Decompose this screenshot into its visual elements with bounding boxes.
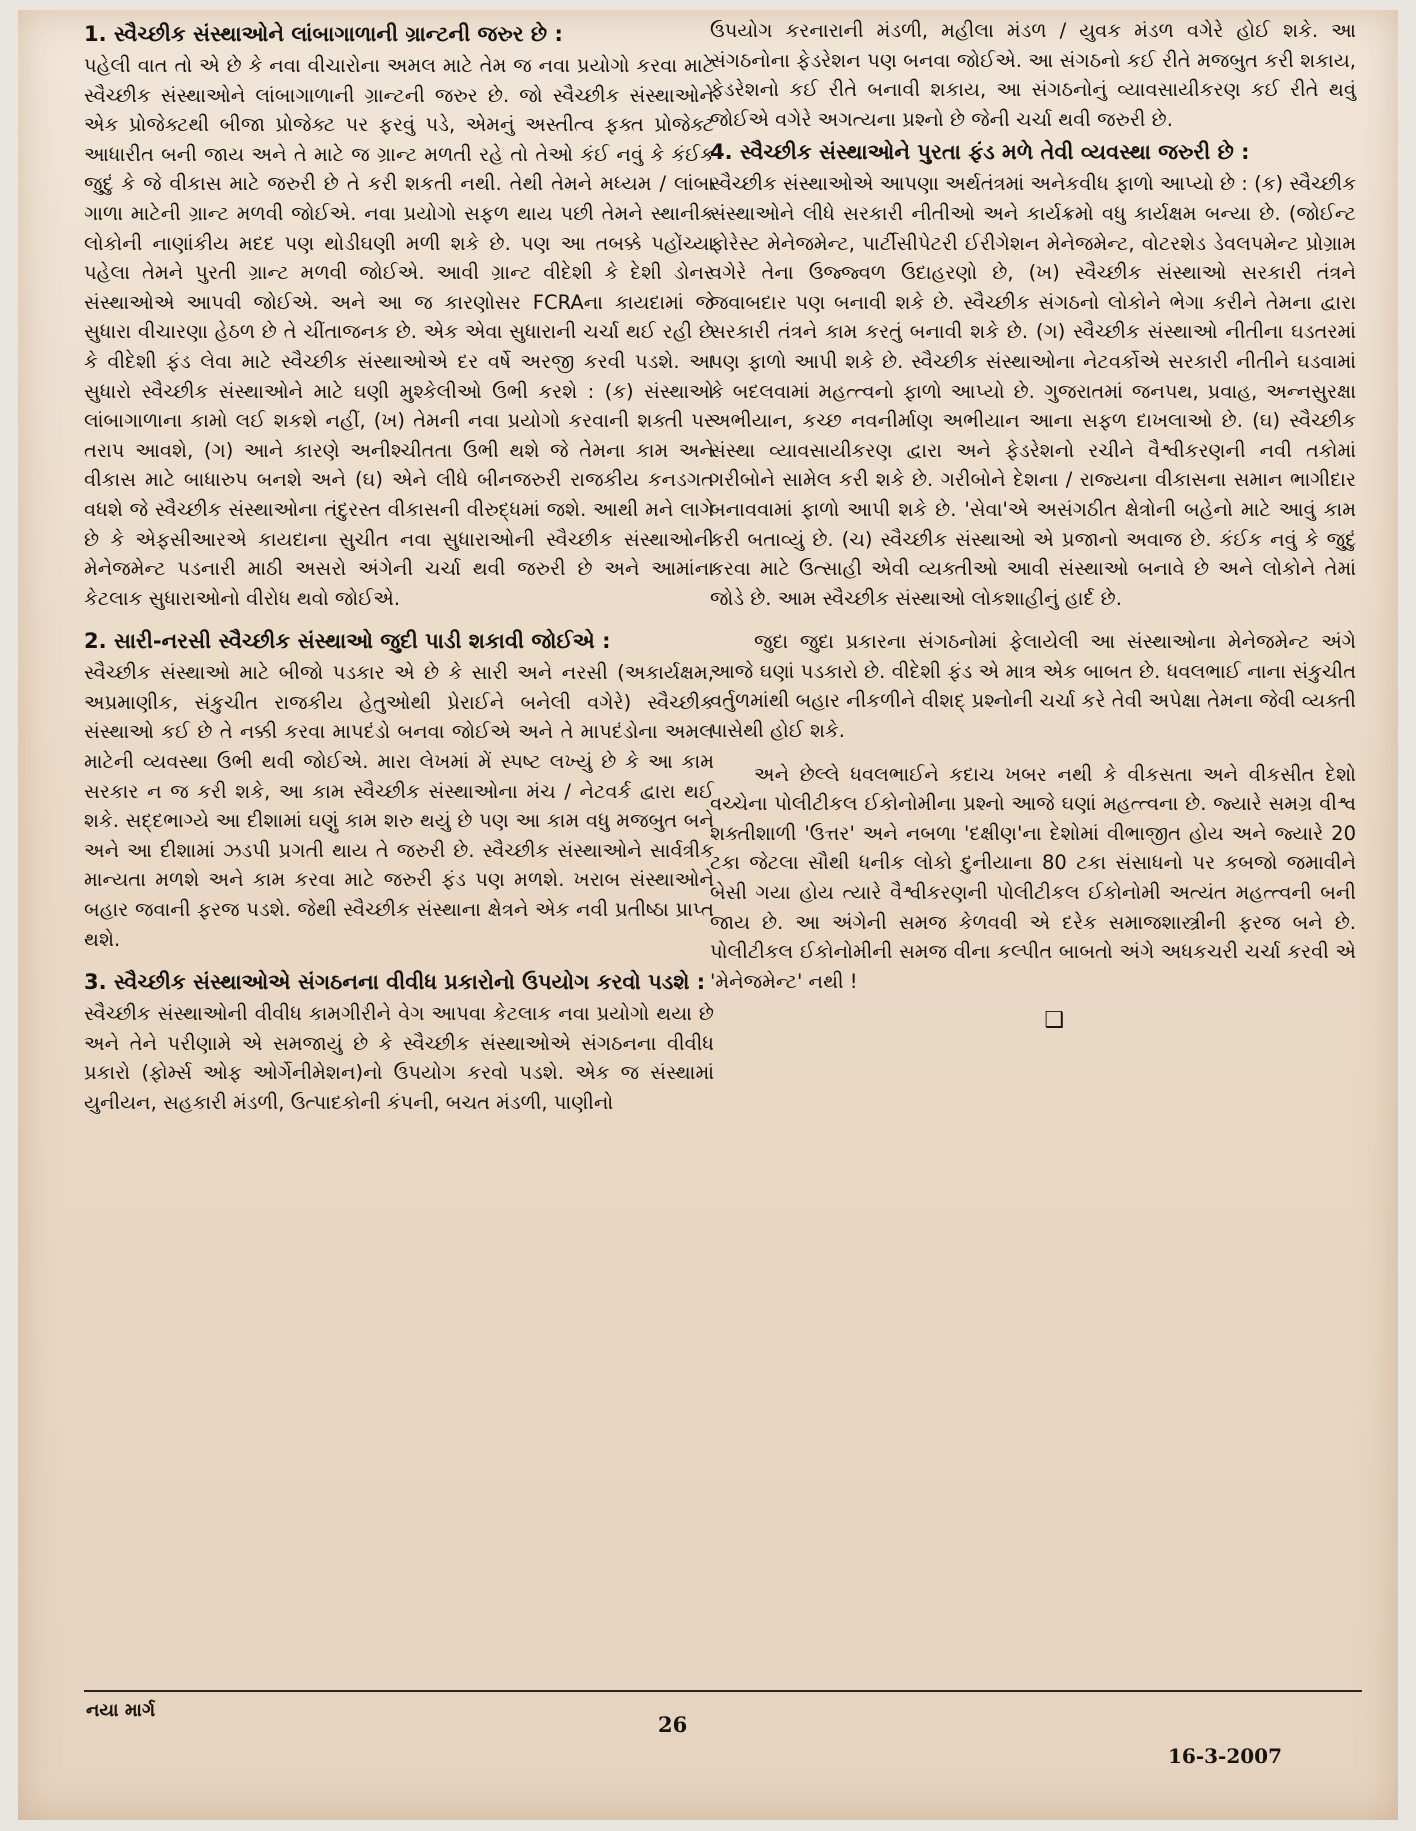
right-column — [710, 16, 1356, 1036]
section-heading-2: 2. સારી-નરસી સ્વૈચ્છીક સંસ્થાઓ જુદી પાડી શકાવી જોઈએ : — [84, 629, 611, 654]
end-mark-icon: ❑ — [1044, 1008, 1064, 1034]
closing-paragraph-2: અને છેલ્લે ધવલભાઈને કદાચ ખબર નથી કે વીકસતા અને વીકસીત દેશો વચ્ચેના પોલીટીકલ ઈકોનોમીના પ્રશ્નો આજે ઘણાં મહત્ત્વના છે. જ્યારે સમગ્ર વીશ્વ શક્તીશાળી 'ઉત્તર' અને નબળા 'દક્ષીણ'ના દેશોમાં વીભાજીત હોય અને જ્યારે 20 ટકા જેટલા સૌથી ધનીક લોકો દુનીયાના 80 ટકા સંસાધનો પર કબજો જમાવીને બેસી ગયા હોય ત્યારે વૈશ્વીકરણની પોલીટીકલ ઈકોનોમી અત્યંત મહત્ત્વની બની જાય છે. આ અંગેની સમજ કેળવવી એ દરેક સમાજશાસ્ત્રીની ફરજ બને છે. પોલીટીકલ ઈકોનોમીની સમજ વીના કલ્પીત બાબતો અંગે અધકચરી ચર્ચા કરવી એ 'મેનેજમેન્ટ' નથી ! — [710, 762, 1356, 993]
section-heading-4: 4. સ્વૈચ્છીક સંસ્થાઓને પુરતા ફંડ મળે તેવી વ્યવસ્થા જરુરી છે : — [710, 140, 1250, 165]
section-heading-3: 3. સ્વૈચ્છીક સંસ્થાઓએ સંગઠનના વીવીધ પ્રકારોનો ઉપયોગ કરવો પડશે : — [84, 970, 706, 995]
section-heading-1: 1. સ્વૈચ્છીક સંસ્થાઓને લાંબાગાળાની ગ્રાન્ટની જરુર છે : — [84, 22, 563, 46]
section-3-body-continued: ઉપયોગ કરનારાની મંડળી, મહીલા મંડળ / યુવક મંડળ વગેરે હોઈ શકે. આ સંગઠનોના ફેડરેશન પણ બનવા જોઈએ. આ સંગઠનો કઈ રીતે મજબુત કરી શકાય, ફેડરેશનો કઈ રીતે બનાવી શકાય, આ સંગઠનોનું વ્યાવસાયીકરણ કઈ રીતે થવું જોઈએ વગેરે અગત્યના પ્રશ્નો છે જેની ચર્ચા થવી જરુરી છે. — [710, 19, 1356, 131]
section-1-body: પહેલી વાત તો એ છે કે નવા વીચારોના અમલ માટે તેમ જ નવા પ્રયોગો કરવા માટે સ્વૈચ્છીક સંસ્થાઓને લાંબાગાળાની ગ્રાન્ટની જરુર છે. જો સ્વૈચ્છીક સંસ્થાઓને એક પ્રોજેક્ટથી બીજા પ્રોજેક્ટ પર ફરવું પડે, એમનું અસ્તીત્વ ફક્ત પ્રોજેક્ટ આધારીત બની જાય અને તે માટે જ ગ્રાન્ટ મળતી રહે તો તેઓ કંઈ નવું કે કંઈક જુદું કે જે વીકાસ માટે જરુરી છે તે કરી શકતી નથી. તેથી તેમને મધ્યમ / લાંબા ગાળા માટેની ગ્રાન્ટ મળવી જોઈએ. નવા પ્રયોગો સફળ થાય પછી તેમને સ્થાનીક લોકોની નાણાંકીય મદદ પણ થોડીઘણી મળી શકે છે. પણ આ તબક્કે પહોંચ્યા પહેલા તેમને પુરતી ગ્રાન્ટ મળવી જોઈએ. આવી ગ્રાન્ટ વીદેશી કે દેશી ડોનર સંસ્થાઓએ આપવી જોઈએ. અને આ જ કારણોસર FCRAના કાયદામાં જે સુધારા વીચારણા હેઠળ છે તે ચીંતાજનક છે. એક એવા સુધારાની ચર્ચા થઈ રહી છે કે વીદેશી ફંડ લેવા માટે સ્વૈચ્છીક સંસ્થાઓએ દર વર્ષે અરજી કરવી પડશે. આ સુધારો સ્વૈચ્છીક સંસ્થાઓને માટે ઘણી મુશ્કેલીઓ ઉભી કરશે : (ક) સંસ્થાઓ લાંબાગાળાના કામો લઈ શકશે નહીં, (ખ) તેમની નવા પ્રયોગો કરવાની શક્તી પર તરાપ આવશે, (ગ) આને કારણે અનીશ્ચીતતા ઉભી થશે જે તેમના કામ અને વીકાસ માટે બાધારુપ બનશે અને (ઘ) એને લીધે બીનજરુરી રાજકીય કનડગત વધશે જે સ્વૈચ્છીક સંસ્થાઓના તંદુરસ્ત વીકાસની વીરુદ્ધમાં જશે. આથી મને લાગે છે કે એફસીઆરએ કાયદાના સુચીત નવા સુધારાઓની સ્વૈચ્છીક સંસ્થાઓની મેનેજમેન્ટ પડનારી માઠી અસરો અંગેની ચર્ચા થવી જરુરી છે અને આમાંના કેટલાક સુધારાઓનો વીરોધ થવો જોઈએ. — [84, 54, 714, 610]
footer-rule — [84, 1690, 1362, 1692]
publication-name: નયા માર્ગ — [86, 1700, 156, 1721]
issue-date: 16-3-2007 — [1168, 1744, 1283, 1768]
section-2-body: સ્વૈચ્છીક સંસ્થાઓ માટે બીજો પડકાર એ છે કે સારી અને નરસી (અકાર્યક્ષમ, અપ્રમાણીક, સંકુચીત રાજકીય હેતુઓથી પ્રેરાઈને બનેલી વગેરે) સ્વૈચ્છીક સંસ્થાઓ કઈ છે તે નક્કી કરવા માપદંડો બનવા જોઈએ અને તે માપદંડોના અમલ માટેની વ્યવસ્થા ઉભી થવી જોઈએ. મારા લેખમાં મેં સ્પષ્ટ લખ્યું છે કે આ કામ સરકાર ન જ કરી શકે, આ કામ સ્વૈચ્છીક સંસ્થાઓના મંચ / નેટવર્ક દ્વારા થઈ શકે. સદ્દભાગ્યે આ દીશામાં ઘણું કામ શરુ થયું છે પણ આ કામ વધુ મજબુત બને અને આ દીશામાં ઝડપી પ્રગતી થાય તે જરુરી છે. સ્વૈચ્છીક સંસ્થાઓને સાર્વત્રીક માન્યતા મળશે અને કામ કરવા માટે જરુરી ફંડ પણ મળશે. ખરાબ સંસ્થાઓને બહાર જવાની ફરજ પડશે. જેથી સ્વૈચ્છીક સંસ્થાના ક્ષેત્રને એક નવી પ્રતીષ્ઠા પ્રાપ્ત થશે. — [84, 661, 714, 951]
page-number: 26 — [658, 1712, 688, 1737]
section-3-body: સ્વૈચ્છીક સંસ્થાઓની વીવીધ કામગીરીને વેગ આપવા કેટલાક નવા પ્રયોગો થયા છે અને તેને પરીણામે એ સમજાયું છે કે સ્વૈચ્છીક સંસ્થાઓએ સંગઠનના વીવીધ પ્રકારો (ફોર્મ્સ ઓફ ઓર્ગેનીમેશન)નો ઉપયોગ કરવો પડશે. એક જ સંસ્થામાં યુનીયન, સહકારી મંડળી, ઉત્પાદકોની કંપની, બચત મંડળી, પાણીનો — [84, 1002, 714, 1114]
section-4-body: સ્વૈચ્છીક સંસ્થાઓએ આપણા અર્થતંત્રમાં અનેકવીધ ફાળો આપ્યો છે : (ક) સ્વૈચ્છીક સંસ્થાઓને લીધે સરકારી નીતીઓ અને કાર્યક્રમો વધુ કાર્યક્ષમ બન્યા છે. (જોઈન્ટ ફોરેસ્ટ મેનેજમેન્ટ, પાર્ટીસીપેટરી ઈરીગેશન મેનેજમેન્ટ, વોટરશેડ ડેવલપમેન્ટ પ્રોગ્રામ વગેરે તેના ઉજ્જ્વળ ઉદાહરણો છે, (ખ) સ્વૈચ્છીક સંસ્થાઓ સરકારી તંત્રને જવાબદાર પણ બનાવી શકે છે. સ્વૈચ્છીક સંગઠનો લોકોને ભેગા કરીને તેમના દ્વારા સરકારી તંત્રને કામ કરતું બનાવી શકે છે. (ગ) સ્વૈચ્છીક સંસ્થાઓ નીતીના ઘડતરમાં પણ ફાળો આપી શકે છે. સ્વૈચ્છીક સંસ્થાઓના નેટવર્કોએ સરકારી નીતીને ઘડવામાં કે બદલવામાં મહત્ત્વનો ફાળો આપ્યો છે. ગુજરાતમાં જનપથ, પ્રવાહ, અન્નસુરક્ષા અભીયાન, કચ્છ નવનીર્માણ અભીયાન આના સફળ દાખલાઓ છે. (ઘ) સ્વૈચ્છીક સંસ્થા વ્યાવસાયીકરણ દ્વારા અને ફેડરેશનો રચીને વૈશ્વીકરણની નવી તકોમાં ગરીબોને સામેલ કરી શકે છે. ગરીબોને દેશના / રાજ્યના વીકાસના સમાન ભાગીદાર બનાવવામાં ફાળો આપી શકે છે. 'સેવા'એ અસંગઠીત ક્ષેત્રોની બહેનો માટે આવું કામ કરી બતાવ્યું છે. (ચ) સ્વૈચ્છીક સંસ્થાઓ એ પ્રજાનો અવાજ છે. કંઈક નવું કે જુદું કરવા માટે ઉત્સાહી એવી વ્યક્તીઓ આવી સંસ્થાઓ બનાવે છે અને લોકોને તેમાં જોડે છે. આમ સ્વૈચ્છીક સંસ્થાઓ લોકશાહીનું હાર્દ છે. — [710, 172, 1356, 610]
closing-paragraph-1: જુદા જુદા પ્રકારના સંગઠનોમાં ફેલાયેલી આ સંસ્થાઓના મેનેજમેન્ટ અંગે આજે ઘણાં પડકારો છે. વીદેશી ફંડ એ માત્ર એક બાબત છે. ધવલભાઈ નાના સંકુચીત વર્તુળમાંથી બહાર નીકળીને વીશદ્ પ્રશ્નોની ચર્ચા કરે તેવી અપેક્ષા તેમના જેવી વ્યક્તી પાસેથી હોઈ શકે. — [710, 630, 1356, 743]
magazine-page — [18, 10, 1398, 1820]
left-column — [84, 16, 714, 1118]
